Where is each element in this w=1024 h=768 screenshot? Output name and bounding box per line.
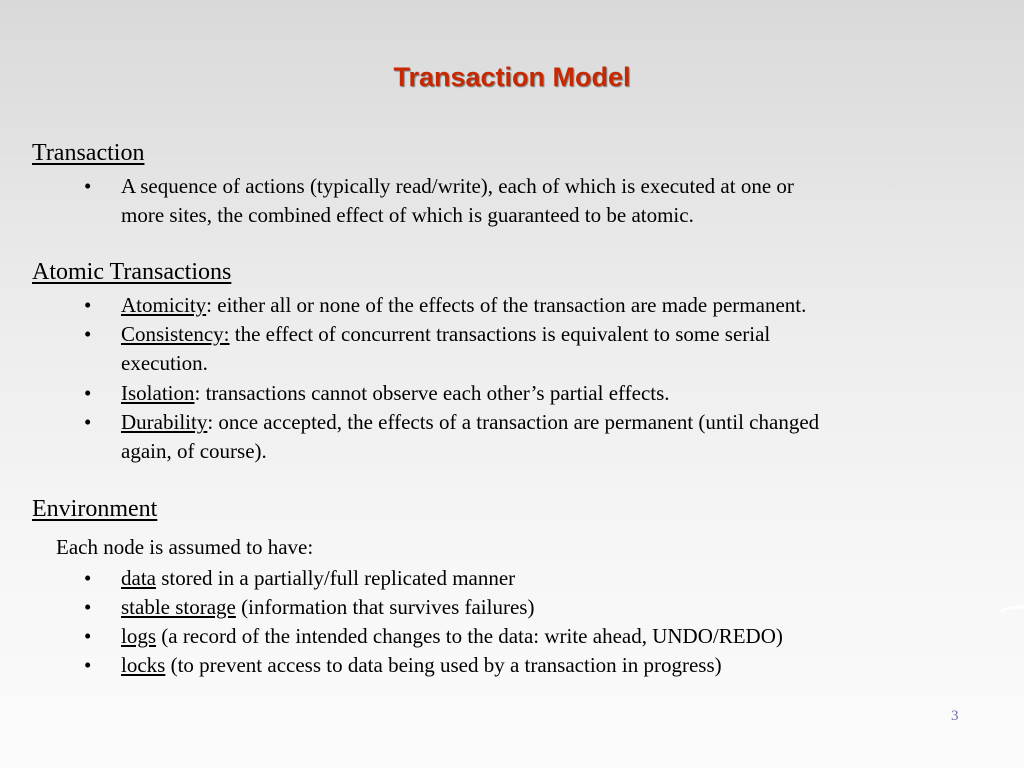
line: the effect of concurrent transactions is equivalent to some serial (229, 322, 771, 346)
line: A sequence of actions (typically read/write), each of which is executed at one or (121, 174, 794, 198)
bullet-locks (121, 651, 1001, 680)
bullet-marker: • (84, 381, 92, 405)
bullet-marker: • (84, 410, 92, 434)
slide-title: Transaction Model (393, 62, 631, 92)
decorative-swoosh-icon (960, 590, 1024, 630)
environment-intro: Each node is assumed to have: (56, 535, 314, 559)
bullet-isolation (121, 379, 1001, 408)
term-locks: locks (121, 653, 166, 677)
page-number: 3 (951, 708, 959, 724)
line: (to prevent access to data being used by a transaction in progress) (165, 653, 722, 677)
bullet-transaction-definition (121, 172, 1001, 230)
line: : once accepted, the effects of a transaction are permanent (until changed (207, 410, 820, 434)
line: : transactions cannot observe each other’s partial effects. (194, 381, 670, 405)
line: (a record of the intended changes to the data: write ahead, UNDO/REDO) (156, 624, 783, 648)
bullet-marker: • (84, 566, 92, 590)
bullet-marker: • (84, 595, 92, 619)
heading-atomic-transactions: Atomic Transactions (32, 259, 232, 285)
term-consistency: Consistency: (121, 322, 230, 346)
line: more sites, the combined effect of which is guaranteed to be atomic. (121, 203, 694, 227)
bullet-logs (121, 622, 1001, 651)
term-atomicity: Atomicity (121, 293, 207, 317)
line: stored in a partially/full replicated manner (155, 566, 516, 590)
term-durability: Durability (121, 410, 208, 434)
heading-environment: Environment (32, 496, 158, 522)
bullet-consistency (121, 320, 1001, 378)
term-isolation: Isolation (121, 381, 195, 405)
bullet-marker: • (84, 322, 92, 346)
line: again, of course). (121, 439, 267, 463)
term-data: data (121, 566, 156, 590)
bullet-marker: • (84, 624, 92, 648)
bullet-data (121, 564, 1001, 593)
heading-transaction: Transaction (32, 140, 145, 166)
bullet-durability (121, 408, 1001, 466)
bullet-stable-storage (121, 593, 1001, 622)
term-logs: logs (121, 624, 157, 648)
line: execution. (121, 351, 208, 375)
bullet-marker: • (84, 653, 92, 677)
line: (information that survives failures) (235, 595, 535, 619)
term-stable-storage: stable storage (121, 595, 236, 619)
bullet-marker: • (84, 174, 92, 198)
bullet-marker: • (84, 293, 92, 317)
bullet-atomicity (121, 291, 1001, 320)
line: : either all or none of the effects of the transaction are made permanent. (206, 293, 807, 317)
